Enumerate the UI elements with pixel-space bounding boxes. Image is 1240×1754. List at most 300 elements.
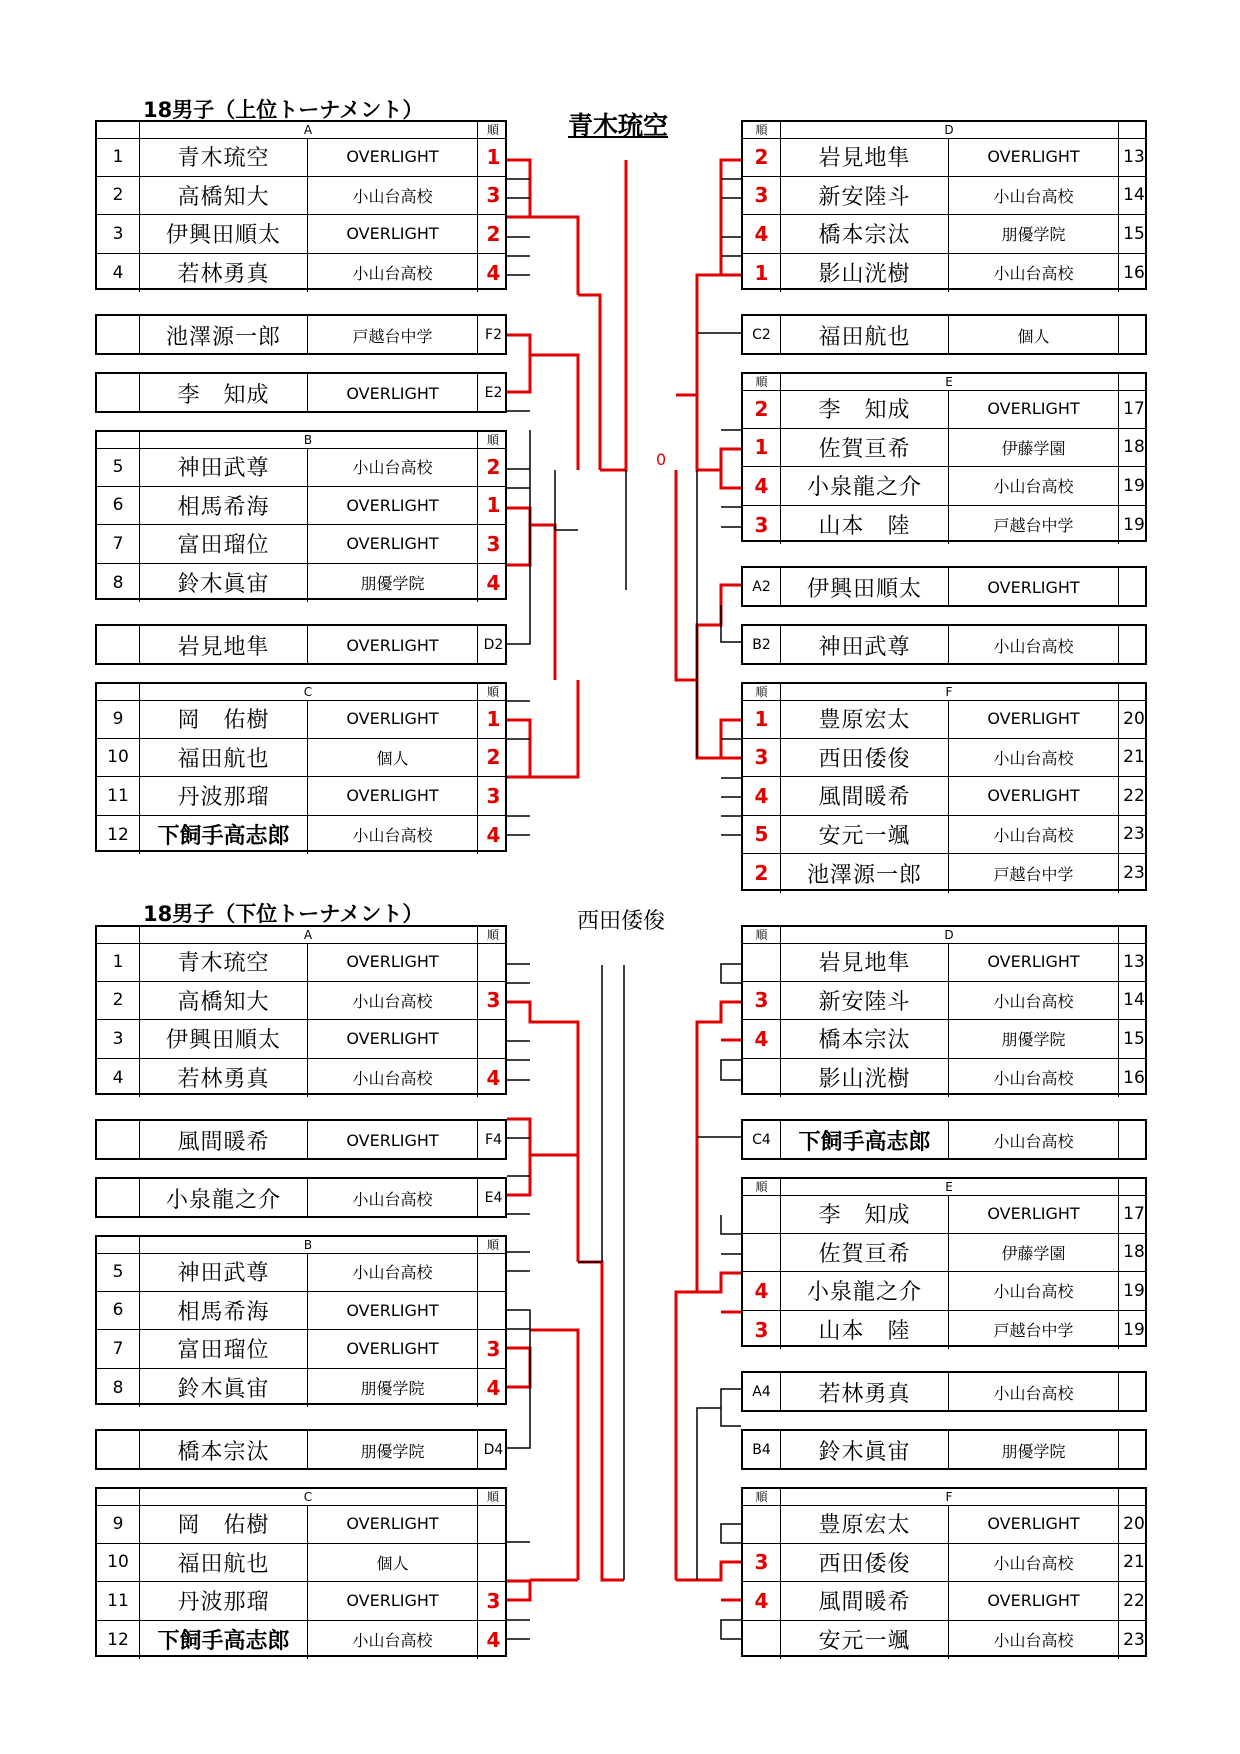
seed-code: B4 <box>752 1442 771 1459</box>
player-row <box>743 1059 1145 1098</box>
rank-value: 4 <box>754 473 769 498</box>
rank-value <box>743 943 780 981</box>
team-name: 小山台高校 <box>948 1544 1118 1582</box>
player-number: 8 <box>112 1377 124 1398</box>
rank-value: 4 <box>754 1026 769 1051</box>
player-number: 7 <box>112 533 124 554</box>
player-name: 丹波那瑠 <box>139 1582 307 1620</box>
rank-value <box>477 1544 509 1582</box>
player-row <box>97 1505 505 1544</box>
upper-center-score: 0 <box>656 450 667 469</box>
player-number: 14 <box>1118 177 1149 215</box>
team-name: 小山台高校 <box>307 448 477 486</box>
team-name: 戸越台中学 <box>948 1311 1118 1350</box>
seed-slot <box>741 566 1147 607</box>
player-row <box>97 448 505 487</box>
player-name: 福田航也 <box>139 1544 307 1582</box>
player-row <box>743 700 1145 739</box>
winner-line <box>530 217 578 295</box>
player-name: 安元一颯 <box>780 1621 948 1660</box>
player-name: 福田航也 <box>139 739 307 777</box>
rank-value: 4 <box>754 221 769 246</box>
team-name: 戸越台中学 <box>948 854 1118 893</box>
player-row <box>97 177 505 216</box>
team-name: 朋優学院 <box>948 1431 1118 1470</box>
player-name: 影山洸樹 <box>780 1059 948 1098</box>
group-header <box>743 927 1145 944</box>
rank-value: 3 <box>477 777 509 815</box>
player-row <box>97 564 505 603</box>
group-d <box>741 120 1147 290</box>
winner-line <box>697 1273 741 1292</box>
team-name: OVERLIGHT <box>307 1020 477 1058</box>
seed-slot <box>95 1119 507 1160</box>
group-header <box>743 684 1145 701</box>
player-number: 13 <box>1118 138 1149 176</box>
group-label: A <box>303 123 313 137</box>
rank-value: 1 <box>754 435 769 460</box>
player-row <box>743 739 1145 778</box>
group-b <box>95 1235 507 1405</box>
seed-slot <box>741 624 1147 665</box>
group-label: C <box>303 1490 313 1504</box>
group-header <box>743 1179 1145 1196</box>
bracket-line <box>721 605 741 642</box>
player-row <box>97 1330 505 1369</box>
group-header <box>743 374 1145 391</box>
seed-row <box>743 316 1145 355</box>
team-name: 小山台高校 <box>948 739 1118 777</box>
team-name: 小山台高校 <box>948 177 1118 215</box>
seed-slot <box>741 1119 1147 1160</box>
rank-value <box>743 1505 780 1543</box>
team-name: OVERLIGHT <box>948 390 1118 428</box>
group-label: A <box>303 928 313 942</box>
team-name: OVERLIGHT <box>948 943 1118 981</box>
team-name: OVERLIGHT <box>307 700 477 738</box>
empty-cell <box>1118 1373 1149 1412</box>
team-name: 朋優学院 <box>948 215 1118 253</box>
team-name: OVERLIGHT <box>948 1195 1118 1233</box>
rank-value: 3 <box>477 1330 509 1368</box>
team-name: 小山台高校 <box>307 177 477 215</box>
player-number: 8 <box>112 572 124 593</box>
player-number: 19 <box>1118 467 1149 505</box>
rank-value: 2 <box>477 215 509 253</box>
player-name: 岩見地隼 <box>139 626 307 665</box>
player-name: 山本 陸 <box>780 506 948 545</box>
rank-value: 2 <box>477 448 509 486</box>
bracket-line <box>721 1524 741 1543</box>
player-row <box>743 1544 1145 1583</box>
seed-row <box>97 1431 505 1470</box>
player-row <box>743 777 1145 816</box>
group-header <box>97 1237 505 1254</box>
team-name: 小山台高校 <box>948 467 1118 505</box>
player-row <box>97 1544 505 1583</box>
winner-line <box>530 355 578 470</box>
player-row <box>97 1253 505 1292</box>
rank-header: 順 <box>486 433 499 447</box>
player-number: 12 <box>107 824 129 845</box>
player-name: 小泉龍之介 <box>139 1179 307 1218</box>
rank-value: 3 <box>477 982 509 1020</box>
team-name: 個人 <box>307 1544 477 1582</box>
winner-line <box>578 1262 624 1580</box>
player-number: 14 <box>1118 982 1149 1020</box>
empty-cell <box>1118 626 1149 665</box>
group-b <box>95 430 507 600</box>
player-row <box>743 982 1145 1021</box>
seed-row <box>97 626 505 665</box>
player-name: 李 知成 <box>139 374 307 413</box>
player-name: 風間暖希 <box>780 777 948 815</box>
player-number: 1 <box>112 951 124 972</box>
seed-slot <box>95 624 507 665</box>
seed-row <box>97 374 505 413</box>
team-name: OVERLIGHT <box>948 700 1118 738</box>
winner-line <box>697 585 741 680</box>
player-name: 富田瑠位 <box>139 1330 307 1368</box>
group-a <box>95 120 507 290</box>
winner-line <box>578 295 600 470</box>
player-name: 新安陸斗 <box>780 982 948 1020</box>
group-f <box>741 682 1147 891</box>
rank-value: 3 <box>477 1582 509 1620</box>
player-number: 2 <box>112 990 124 1011</box>
player-number: 17 <box>1118 1195 1149 1233</box>
rank-value: 3 <box>754 183 769 208</box>
rank-header: 順 <box>486 928 499 942</box>
group-c <box>95 1487 507 1657</box>
team-name: OVERLIGHT <box>948 1582 1118 1620</box>
player-name: 岩見地隼 <box>780 943 948 981</box>
rank-header: 順 <box>755 123 768 137</box>
group-label: D <box>944 928 954 942</box>
team-name: 伊藤学園 <box>948 429 1118 467</box>
player-name: 小泉龍之介 <box>780 1272 948 1310</box>
seed-row <box>743 1121 1145 1160</box>
player-row <box>97 700 505 739</box>
rank-value: 4 <box>754 1588 769 1613</box>
team-name: OVERLIGHT <box>307 777 477 815</box>
player-name: 鈴木眞宙 <box>780 1431 948 1470</box>
player-name: 安元一颯 <box>780 816 948 854</box>
player-row <box>743 215 1145 254</box>
seed-slot <box>741 1429 1147 1470</box>
rank-header: 順 <box>486 123 499 137</box>
team-name: 伊藤学園 <box>948 1234 1118 1272</box>
seed-row <box>97 1179 505 1218</box>
player-number: 4 <box>112 1067 124 1088</box>
player-row <box>743 854 1145 893</box>
winner-line <box>721 449 741 488</box>
rank-header: 順 <box>486 1490 499 1504</box>
player-row <box>97 215 505 254</box>
empty-cell <box>97 316 139 355</box>
player-name: 橋本宗汰 <box>780 215 948 253</box>
player-number: 23 <box>1118 1621 1149 1660</box>
group-header <box>97 684 505 701</box>
player-number: 6 <box>112 495 124 516</box>
rank-value <box>477 943 509 981</box>
team-name: 小山台高校 <box>948 1272 1118 1310</box>
player-number: 5 <box>112 456 124 477</box>
player-row <box>97 254 505 293</box>
seed-code: F4 <box>477 1121 509 1160</box>
group-label: E <box>945 1180 953 1194</box>
player-name: 青木琉空 <box>139 138 307 176</box>
rank-value: 2 <box>754 861 769 886</box>
lower-champion: 西田倭俊 <box>577 909 666 934</box>
player-row <box>743 816 1145 855</box>
player-name: 神田武尊 <box>139 448 307 486</box>
team-name: 小山台高校 <box>307 1059 477 1098</box>
team-name: 戸越台中学 <box>307 316 477 355</box>
player-name: 青木琉空 <box>139 943 307 981</box>
seed-code: A2 <box>752 579 771 596</box>
group-label: D <box>944 123 954 137</box>
team-name: 小山台高校 <box>948 1373 1118 1412</box>
player-name: 池澤源一郎 <box>780 854 948 893</box>
player-row <box>97 138 505 177</box>
team-name: 小山台高校 <box>948 1121 1118 1160</box>
seed-row <box>97 316 505 355</box>
bracket-line <box>721 1620 741 1639</box>
player-row <box>97 1020 505 1059</box>
seed-code: C4 <box>752 1132 771 1149</box>
rank-value: 3 <box>754 745 769 770</box>
winner-line <box>697 1002 741 1155</box>
team-name: OVERLIGHT <box>307 525 477 563</box>
player-number: 22 <box>1118 777 1149 815</box>
group-label: F <box>945 685 953 699</box>
winner-line <box>676 470 697 680</box>
rank-value: 4 <box>477 1621 509 1660</box>
player-name: 影山洸樹 <box>780 254 948 293</box>
player-number: 20 <box>1118 1505 1149 1543</box>
team-name: 小山台高校 <box>948 816 1118 854</box>
seed-code: F2 <box>477 316 509 355</box>
player-row <box>97 525 505 564</box>
team-name: OVERLIGHT <box>307 374 477 413</box>
player-number: 23 <box>1118 854 1149 893</box>
team-name: 朋優学院 <box>307 1369 477 1408</box>
winner-line <box>697 680 721 758</box>
player-name: 豊原宏太 <box>780 1505 948 1543</box>
player-name: 佐賀亘希 <box>780 1234 948 1272</box>
player-name: 若林勇真 <box>780 1373 948 1412</box>
rank-header: 順 <box>486 1238 499 1252</box>
rank-value <box>743 1195 780 1233</box>
rank-value: 4 <box>477 1369 509 1408</box>
player-number: 17 <box>1118 390 1149 428</box>
player-number: 9 <box>112 1513 124 1534</box>
player-name: 丹波那瑠 <box>139 777 307 815</box>
empty-cell <box>97 1179 139 1218</box>
empty-cell <box>1118 316 1149 355</box>
player-name: 相馬希海 <box>139 1292 307 1330</box>
player-number: 20 <box>1118 700 1149 738</box>
player-name: 風間暖希 <box>139 1121 307 1160</box>
player-name: 豊原宏太 <box>780 700 948 738</box>
player-number: 12 <box>107 1629 129 1650</box>
player-name: 鈴木眞宙 <box>139 1369 307 1408</box>
rank-value: 2 <box>754 144 769 169</box>
player-number: 23 <box>1118 816 1149 854</box>
winner-line <box>697 395 721 470</box>
rank-value <box>743 1234 780 1272</box>
group-header <box>97 1489 505 1506</box>
player-number: 2 <box>112 185 124 206</box>
rank-value: 3 <box>754 1317 769 1342</box>
player-number: 9 <box>112 708 124 729</box>
team-name: OVERLIGHT <box>307 626 477 665</box>
player-row <box>97 739 505 778</box>
player-row <box>97 1621 505 1660</box>
bracket-line <box>507 430 530 644</box>
team-name: 小山台高校 <box>307 254 477 293</box>
winner-line <box>507 720 530 777</box>
team-name: OVERLIGHT <box>307 1292 477 1330</box>
group-header <box>97 122 505 139</box>
bracket-line <box>721 964 741 983</box>
bracket-line <box>555 470 578 530</box>
player-row <box>97 982 505 1021</box>
team-name: 朋優学院 <box>307 564 477 603</box>
player-name: 風間暖希 <box>780 1582 948 1620</box>
player-number: 22 <box>1118 1582 1149 1620</box>
player-number: 5 <box>112 1261 124 1282</box>
team-name: 小山台高校 <box>307 1253 477 1291</box>
player-row <box>97 1582 505 1621</box>
seed-code: E2 <box>477 374 509 413</box>
winner-line <box>600 160 626 470</box>
rank-header: 順 <box>755 375 768 389</box>
player-number: 10 <box>107 747 129 768</box>
rank-value: 5 <box>754 822 769 847</box>
player-name: 新安陸斗 <box>780 177 948 215</box>
team-name: OVERLIGHT <box>948 138 1118 176</box>
player-name: 岡 佑樹 <box>139 700 307 738</box>
rank-value: 2 <box>754 396 769 421</box>
seed-row <box>743 568 1145 607</box>
team-name: 小山台高校 <box>948 1059 1118 1098</box>
player-number: 6 <box>112 1300 124 1321</box>
rank-value: 1 <box>754 260 769 285</box>
player-row <box>97 816 505 855</box>
group-label: C <box>303 685 313 699</box>
empty-cell <box>97 1431 139 1470</box>
player-name: 伊興田順太 <box>139 215 307 253</box>
team-name: OVERLIGHT <box>307 215 477 253</box>
group-e <box>741 372 1147 542</box>
team-name: OVERLIGHT <box>948 568 1118 607</box>
player-number: 21 <box>1118 1544 1149 1582</box>
player-row <box>743 943 1145 982</box>
rank-value <box>743 1621 780 1660</box>
player-name: 橋本宗汰 <box>139 1431 307 1470</box>
player-row <box>743 1505 1145 1544</box>
bracket-line <box>721 1215 741 1234</box>
player-name: 西田倭俊 <box>780 739 948 777</box>
rank-header: 順 <box>755 685 768 699</box>
player-name: 伊興田順太 <box>139 1020 307 1058</box>
player-name: 池澤源一郎 <box>139 316 307 355</box>
player-name: 高橋知大 <box>139 177 307 215</box>
rank-header: 順 <box>486 685 499 699</box>
lower-title: 18男子（下位トーナメント） <box>143 902 424 926</box>
winner-line <box>697 1562 741 1580</box>
winner-line <box>697 275 721 395</box>
rank-value: 3 <box>754 988 769 1013</box>
winner-line <box>507 335 530 392</box>
empty-cell <box>97 626 139 665</box>
winner-line <box>507 1348 530 1387</box>
player-name: 神田武尊 <box>780 626 948 665</box>
team-name: 個人 <box>307 739 477 777</box>
seed-row <box>743 1373 1145 1412</box>
player-name: 小泉龍之介 <box>780 467 948 505</box>
player-name: 西田倭俊 <box>780 1544 948 1582</box>
team-name: OVERLIGHT <box>307 943 477 981</box>
team-name: 小山台高校 <box>948 254 1118 293</box>
bracket-line <box>697 1408 721 1580</box>
team-name: 小山台高校 <box>948 1621 1118 1660</box>
player-name: 神田武尊 <box>139 1253 307 1291</box>
winner-line <box>507 160 530 217</box>
team-name: OVERLIGHT <box>307 138 477 176</box>
group-f <box>741 1487 1147 1657</box>
player-name: 山本 陸 <box>780 1311 948 1350</box>
winner-line <box>507 1581 530 1600</box>
winner-line <box>721 160 741 275</box>
player-number: 19 <box>1118 1272 1149 1310</box>
rank-value: 4 <box>477 254 509 293</box>
group-label: B <box>303 433 313 447</box>
team-name: 朋優学院 <box>948 1020 1118 1058</box>
team-name: 小山台高校 <box>307 982 477 1020</box>
player-row <box>743 467 1145 506</box>
rank-header: 順 <box>755 928 768 942</box>
player-name: 伊興田順太 <box>780 568 948 607</box>
player-name: 岡 佑樹 <box>139 1505 307 1543</box>
bracket-line <box>721 1389 741 1426</box>
player-row <box>743 177 1145 216</box>
rank-value: 1 <box>477 138 509 176</box>
group-label: E <box>945 375 953 389</box>
rank-value <box>477 1505 509 1543</box>
player-row <box>743 138 1145 177</box>
seed-code: D4 <box>477 1431 509 1470</box>
player-name: 高橋知大 <box>139 982 307 1020</box>
player-number: 11 <box>107 785 129 806</box>
bracket-line <box>721 1060 741 1080</box>
player-row <box>97 1292 505 1331</box>
rank-value: 3 <box>754 512 769 537</box>
rank-value: 1 <box>477 700 509 738</box>
group-c <box>95 682 507 852</box>
player-number: 4 <box>112 262 124 283</box>
player-row <box>97 943 505 982</box>
rank-value: 4 <box>477 564 509 603</box>
rank-header: 順 <box>755 1180 768 1194</box>
upper-champion: 青木琉空 <box>568 111 669 140</box>
player-number: 18 <box>1118 429 1149 467</box>
team-name: OVERLIGHT <box>307 1582 477 1620</box>
team-name: 朋優学院 <box>307 1431 477 1470</box>
group-label: B <box>303 1238 313 1252</box>
